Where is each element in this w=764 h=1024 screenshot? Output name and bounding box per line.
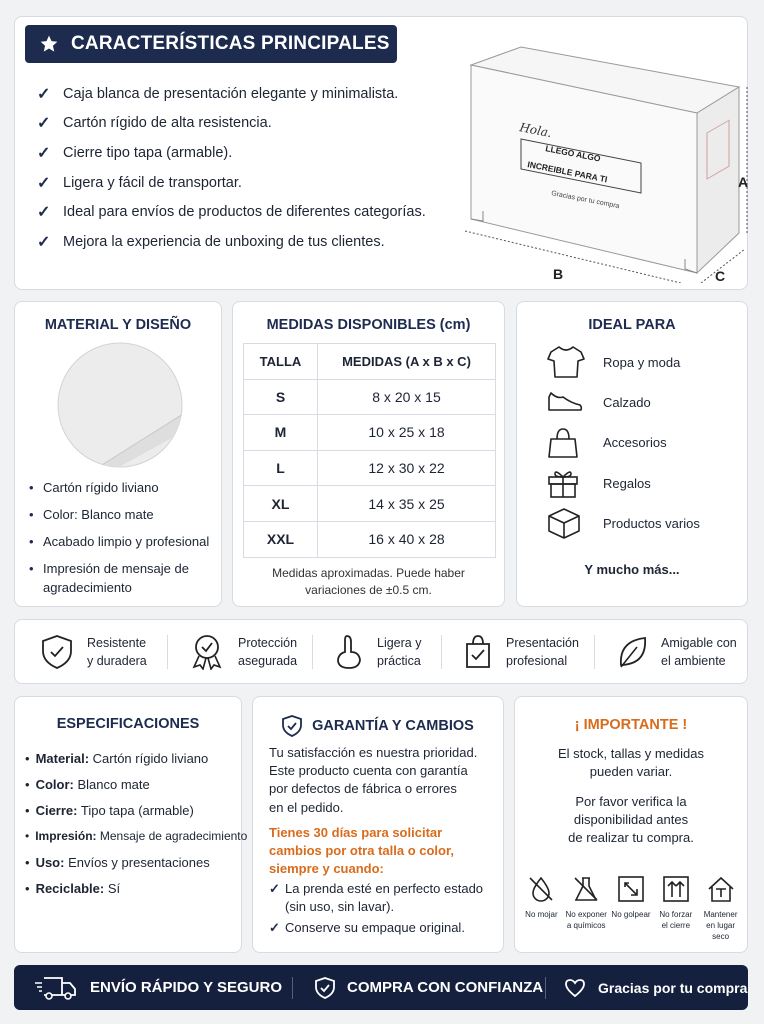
benefit-label: Resistente — [87, 635, 147, 650]
feature-text: Ligera y fácil de transportar. — [63, 174, 242, 191]
warranty-header — [253, 715, 503, 737]
sizes-card — [232, 301, 505, 607]
benefit-label: Ligera y — [377, 635, 422, 650]
spec-item — [25, 797, 247, 823]
box-illustration — [461, 43, 751, 283]
truck-icon — [34, 975, 78, 1001]
benefit-item — [15, 632, 167, 672]
table-row — [244, 450, 496, 486]
check-icon: ✓ — [269, 920, 280, 936]
measure-cell: 14 x 35 x 25 — [318, 486, 496, 522]
footer-label: Gracias por tu compra — [598, 979, 748, 996]
feature-item — [37, 197, 426, 227]
spec-key: • Material: — [35, 750, 90, 766]
feature-item — [37, 79, 426, 109]
size-cell: XXL — [244, 521, 318, 557]
benefit-label: práctica — [377, 653, 421, 668]
specs-title: ESPECIFICACIONES — [56, 716, 200, 732]
feature-text: Ideal para envíos de productos de diferentes categorías. — [63, 204, 426, 221]
check-icon: ✓ — [269, 881, 280, 896]
care-icons — [519, 875, 743, 942]
benefit-item — [442, 632, 594, 672]
box-script-text: Hola. — [518, 120, 554, 141]
no-hit-icon — [617, 875, 645, 903]
size-cell: XL — [244, 486, 318, 522]
no-wet-icon — [527, 875, 555, 903]
check-icon: ✓ — [37, 115, 51, 133]
spec-item — [25, 771, 247, 797]
care-label: No mojar — [525, 910, 558, 919]
benefit-item — [313, 632, 441, 672]
text-line: disponibilidad antes — [573, 812, 689, 828]
shield-check-icon — [315, 977, 335, 999]
spec-item — [25, 875, 247, 901]
check-icon: ✓ — [37, 233, 51, 251]
leaf-icon — [617, 635, 647, 669]
material-bullet: • Impresión de mensaje de agradecimiento — [29, 555, 221, 597]
main-features-card — [14, 16, 748, 290]
dimension-a-label: A — [738, 174, 749, 190]
spec-item — [25, 849, 247, 875]
spec-value: Blanco mate — [73, 776, 150, 792]
care-label: No forzar — [659, 910, 693, 919]
spec-value: Tipo tapa (armable) — [77, 802, 194, 818]
feature-item — [37, 109, 426, 139]
spec-key: • Impresión: — [35, 829, 97, 843]
warranty-highlight — [269, 824, 454, 879]
care-item — [564, 875, 609, 942]
benefit-label: asegurada — [238, 653, 298, 668]
benefit-item — [168, 632, 312, 672]
footer-item — [546, 978, 747, 998]
condition-text: La prenda esté en perfecto estado (sin uso, sin lavar). — [285, 881, 484, 915]
column-header: MEDIDAS (A x B x C) — [318, 344, 496, 380]
gift-icon — [547, 467, 603, 499]
benefit-label: Presentación — [506, 635, 579, 650]
bag-check-icon — [464, 634, 492, 670]
spec-value: Envíos y presentaciones — [64, 854, 210, 870]
ideal-more-text: Y mucho más... — [584, 562, 680, 577]
benefit-label: Protección — [238, 635, 298, 650]
material-bullets — [29, 474, 221, 597]
benefit-label: Amigable con — [661, 635, 737, 650]
table-row — [244, 379, 496, 415]
feature-text: Mejora la experiencia de unboxing de tus clientes. — [63, 233, 385, 250]
care-item — [519, 875, 564, 942]
text-line: Tienes 30 días para solicitar — [269, 825, 443, 840]
ideal-item-label: Ropa y moda — [603, 354, 681, 370]
care-item — [653, 875, 698, 942]
ideal-item-label: Calzado — [603, 394, 651, 410]
tshirt-icon — [547, 345, 603, 379]
benefit-label: el ambiente — [661, 653, 726, 668]
award-icon — [190, 634, 224, 670]
care-label: No golpear — [611, 910, 651, 919]
measure-cell: 10 x 25 x 18 — [318, 415, 496, 451]
ideal-item — [547, 423, 700, 463]
text-line: en el pedido. — [269, 799, 344, 815]
ideal-list — [547, 342, 700, 543]
care-item — [698, 875, 743, 942]
footer-item — [293, 977, 545, 999]
text-line: Por favor verifica la — [575, 794, 687, 809]
check-icon: ✓ — [37, 174, 51, 192]
spec-value: Mensaje de agradecimiento — [96, 829, 248, 843]
footer-label: ENVÍO RÁPIDO Y SEGURO — [90, 979, 282, 996]
main-features-title-bar — [25, 25, 397, 63]
sizes-note-line: variaciones de ±0.5 cm. — [305, 583, 432, 597]
bag-icon — [547, 427, 603, 459]
spec-item — [25, 823, 247, 849]
spec-value: Sí — [104, 880, 121, 896]
size-cell: M — [244, 415, 318, 451]
no-chemicals-icon — [572, 875, 600, 903]
ideal-for-card — [516, 301, 748, 607]
measure-cell: 8 x 20 x 15 — [318, 379, 496, 415]
benefit-item — [595, 632, 745, 672]
ideal-item — [547, 463, 700, 503]
main-features-title: CARACTERÍSTICAS PRINCIPALES — [71, 33, 390, 54]
warranty-title: GARANTÍA Y CAMBIOS — [312, 718, 474, 734]
ideal-item — [547, 503, 700, 543]
sizes-table — [243, 343, 496, 558]
text-line: de realizar tu compra. — [568, 830, 694, 846]
sizes-title: MEDIDAS DISPONIBLES (cm) — [266, 317, 471, 333]
shield-check-icon — [41, 634, 73, 670]
ideal-item — [547, 382, 700, 422]
box-small-text: Gracias por tu compra — [550, 190, 620, 211]
ideal-item-label: Accesorios — [603, 435, 667, 451]
table-header-row — [244, 344, 496, 380]
spec-value: Cartón rígido liviano — [89, 750, 209, 766]
ideal-item-label: Regalos — [603, 475, 651, 491]
spec-key: • Uso: — [35, 854, 65, 870]
footer-bar — [14, 965, 748, 1010]
check-icon: ✓ — [37, 85, 51, 103]
material-bullet: • Cartón rígido liviano — [29, 474, 221, 501]
ideal-title: IDEAL PARA — [588, 317, 676, 333]
feature-item — [37, 138, 426, 168]
no-force-icon — [662, 875, 690, 903]
shoe-icon — [547, 391, 603, 413]
ideal-item-label: Productos varios — [603, 515, 700, 531]
benefits-bar — [14, 619, 748, 684]
dimension-b-label: B — [553, 266, 564, 282]
benefit-label: profesional — [506, 653, 568, 668]
warranty-text — [269, 744, 477, 817]
care-label: en lugar seco — [706, 921, 736, 941]
important-text — [515, 745, 747, 781]
box-line2-text: INCREIBLE PARA TI — [526, 159, 609, 185]
text-line: pueden variar. — [589, 764, 673, 780]
star-icon — [39, 34, 59, 54]
ideal-item — [547, 342, 700, 382]
dimension-c-label: C — [715, 268, 726, 283]
spec-item — [25, 745, 247, 771]
care-label: Mantener — [703, 910, 738, 919]
text-line: Este producto cuenta con garantía — [269, 763, 468, 779]
table-row — [244, 415, 496, 451]
table-row — [244, 521, 496, 557]
size-cell: L — [244, 450, 318, 486]
material-bullet: • Acabado limpio y profesional — [29, 528, 221, 555]
material-title: MATERIAL Y DISEÑO — [44, 317, 192, 333]
material-sample-image — [57, 342, 183, 468]
feature-text: Cartón rígido de alta resistencia. — [63, 115, 272, 132]
footer-item — [14, 975, 292, 1001]
text-line: El stock, tallas y medidas — [558, 746, 704, 761]
feature-item — [37, 168, 426, 198]
specifications-card — [14, 696, 248, 953]
condition-text: Conserve su empaque original. — [285, 920, 465, 936]
feature-text: Cierre tipo tapa (armable). — [63, 144, 233, 161]
check-icon: ✓ — [37, 204, 51, 222]
care-item — [609, 875, 654, 942]
material-bullet: • Color: Blanco mate — [29, 501, 221, 528]
care-label: el cierre — [661, 921, 691, 930]
text-line: siempre y cuando: — [269, 861, 384, 877]
measure-cell: 12 x 30 x 22 — [318, 450, 496, 486]
package-icon — [547, 507, 603, 539]
warranty-conditions — [269, 880, 497, 938]
important-text — [515, 793, 747, 848]
text-line: por defectos de fábrica o errores — [269, 781, 457, 797]
benefit-label: y duradera — [87, 653, 147, 668]
spec-key: • Cierre: — [35, 802, 78, 818]
box-line1-text: LLEGO ALGO — [544, 143, 602, 164]
dry-place-icon — [707, 875, 735, 903]
feature-item — [37, 227, 426, 257]
shield-check-icon — [282, 715, 302, 737]
care-label: No exponer — [565, 910, 607, 919]
sizes-note-line: Medidas aproximadas. Puede haber — [272, 566, 465, 580]
heart-icon — [564, 978, 586, 998]
spec-key: • Color: — [35, 776, 74, 792]
table-row — [244, 486, 496, 522]
text-line: cambios por otra talla o color, — [269, 843, 454, 859]
measure-cell: 16 x 40 x 28 — [318, 521, 496, 557]
spec-key: • Reciclable: — [35, 880, 105, 896]
feature-text: Caja blanca de presentación elegante y minimalista. — [63, 85, 399, 102]
care-label: a químicos — [566, 921, 606, 930]
sizes-note — [233, 565, 504, 599]
size-cell: S — [244, 379, 318, 415]
feature-list — [37, 79, 426, 257]
feather-hand-icon — [335, 634, 363, 670]
important-card — [514, 696, 748, 953]
column-header: TALLA — [244, 344, 318, 380]
condition-item — [269, 919, 497, 937]
footer-label: COMPRA CON CONFIANZA — [347, 979, 544, 996]
check-icon: ✓ — [37, 144, 51, 162]
text-line: Tu satisfacción es nuestra prioridad. — [269, 745, 478, 760]
warranty-card — [252, 696, 504, 953]
important-title: ¡ IMPORTANTE ! — [574, 717, 688, 733]
specs-list — [25, 745, 247, 901]
condition-item — [269, 880, 497, 916]
material-card — [14, 301, 222, 607]
